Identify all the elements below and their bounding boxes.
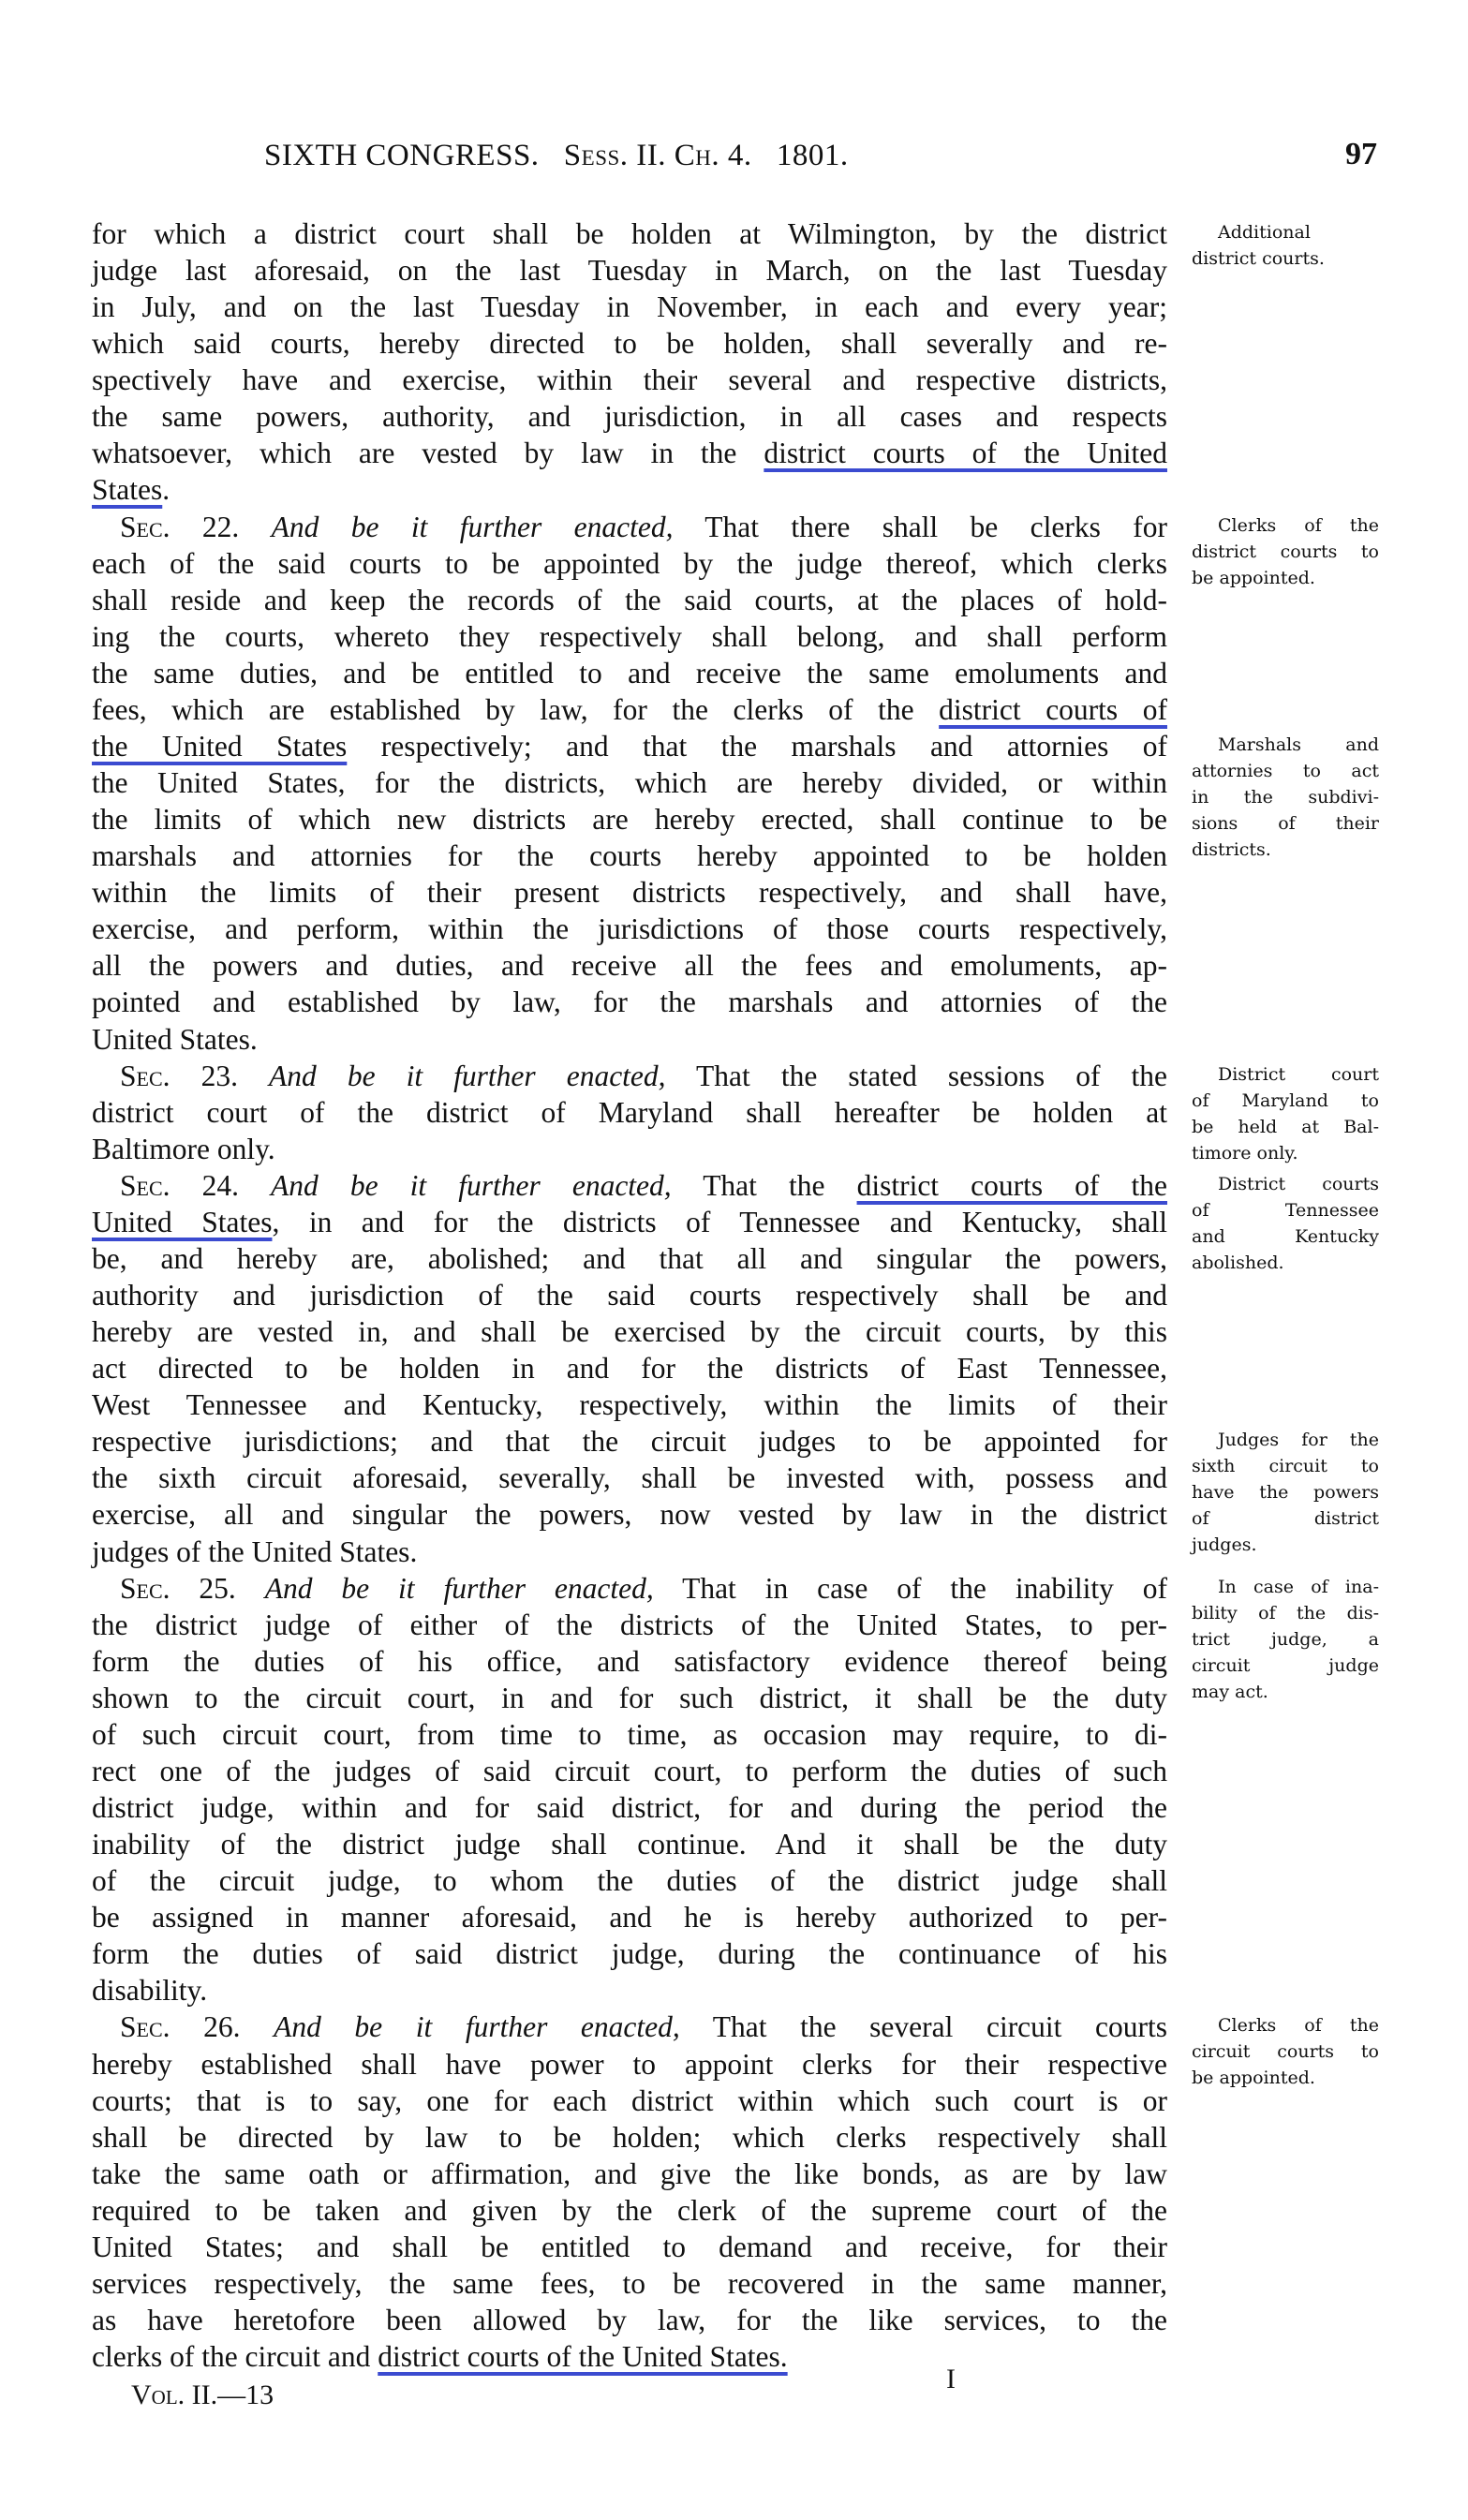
line-text: authority and jurisdiction of the said courts respectively shall be and (92, 1279, 1167, 1312)
body-line (92, 582, 1167, 618)
body-line (92, 838, 1167, 874)
line-text: inability of the district judge shall continue. And it shall be the duty (92, 1828, 1167, 1861)
body-line (92, 911, 1167, 947)
line-text: rect one of the judges of said circuit court, to perform the duties of such (92, 1754, 1167, 1787)
margin-note (1192, 732, 1379, 863)
margin-note-line: judges. (1192, 1534, 1257, 1556)
margin-note-line: timore only. (1192, 1142, 1298, 1164)
enacting-clause: And be it further enacted, (269, 1059, 666, 1092)
margin-note-line: may act. (1192, 1681, 1268, 1702)
body-line (92, 691, 1167, 728)
line-text: of the circuit judge, to whom the duties of the district judge shall (92, 1864, 1167, 1898)
line-text: That there shall be clerks for (704, 510, 1167, 543)
body-line (92, 1680, 1167, 1716)
line-text: form the duties of his office, and satisfactory evidence thereof being (92, 1644, 1167, 1678)
section-number: Sec. 23. (120, 1059, 238, 1092)
body-line (92, 947, 1167, 984)
body-line (92, 2302, 1167, 2338)
body-line (92, 289, 1167, 325)
body-line (92, 2265, 1167, 2302)
line-text: shall reside and keep the records of the said courts, at the places of hold- (92, 583, 1167, 616)
body-line (92, 1643, 1167, 1680)
section-number: Sec. 26. (120, 2010, 241, 2044)
body-line (92, 215, 1167, 252)
margin-note-line: of district (1192, 1508, 1379, 1530)
enacting-clause: And be it further enacted, (274, 2010, 680, 2044)
margin-note-line: trict judge, a (1192, 1628, 1379, 1650)
margin-note (1192, 1427, 1379, 1558)
margin-note-line: and Kentucky (1192, 1225, 1379, 1247)
header-chapter: Ch. 4. (674, 139, 752, 172)
line-text: hereby are vested in, and shall be exercised by the circuit courts, by this (92, 1315, 1167, 1349)
body-line (92, 435, 1167, 471)
line-text: clerks of the circuit and (92, 2340, 378, 2374)
body-line (92, 1716, 1167, 1753)
body-line (92, 2046, 1167, 2083)
margin-note-line: be held at Bal- (1192, 1116, 1379, 1137)
header-year: 1801. (776, 139, 849, 172)
line-text: be, and hereby are, abolished; and that all and singular the powers, (92, 1241, 1167, 1275)
line-text: pointed and established by law, for the marshals and attornies of the (92, 986, 1167, 1019)
line-text: each of the said courts to be appointed by the judge thereof, which clerks (92, 546, 1167, 580)
line-text: the sixth circuit aforesaid, severally, shall be invested with, possess and (92, 1461, 1167, 1495)
line-text: the same powers, authority, and jurisdiction, in all cases and respects (92, 400, 1167, 434)
body-line (92, 1607, 1167, 1643)
margin-note-line: in the subdivi- (1192, 786, 1379, 808)
line-text: United States. (92, 1022, 258, 1056)
line-text: That the stated sessions of the (696, 1059, 1168, 1092)
line-text: exercise, all and singular the powers, now vested by law in the district (92, 1498, 1167, 1532)
body-line (92, 1313, 1167, 1350)
body-line (92, 1862, 1167, 1899)
line-text: disability. (92, 1974, 208, 2008)
section-number: Sec. 24. (120, 1168, 239, 1202)
volume-label: Vol. II.—13 (131, 2379, 274, 2410)
enacting-clause: And be it further enacted, (264, 1571, 654, 1605)
line-text: the United States, for the districts, which are hereby divided, or within (92, 766, 1167, 800)
body-line (92, 1277, 1167, 1313)
body-line (92, 1021, 1167, 1058)
line-text: That the several circuit courts (712, 2010, 1167, 2044)
body-line (92, 801, 1167, 838)
line-text: respective jurisdictions; and that the circuit judges to be appointed for (92, 1425, 1167, 1459)
body-line (92, 618, 1167, 655)
underlined-annotation: States (92, 473, 163, 507)
body-line (92, 252, 1167, 289)
body-line (92, 1534, 1167, 1570)
body-line (92, 1423, 1167, 1460)
line-text: West Tennessee and Kentucky, respectively, within the limits of their (92, 1388, 1167, 1422)
line-text: courts; that is to say, one for each district within which such court is or (92, 2083, 1167, 2117)
margin-note-line: of Tennessee (1192, 1199, 1379, 1221)
line-text: the same duties, and be entitled to and receive the same emoluments and (92, 656, 1167, 689)
enacting-clause: And be it further enacted, (271, 510, 674, 543)
line-text: That the (703, 1168, 857, 1202)
margin-note-line: sions of their (1192, 812, 1379, 834)
body-line (92, 1204, 1167, 1240)
margin-note-line: sixth circuit to (1192, 1456, 1379, 1477)
body-line (92, 1131, 1167, 1167)
margin-note (1192, 1574, 1379, 1705)
line-text: marshals and attornies for the courts hereby appointed to be holden (92, 839, 1167, 873)
line-text: shall be directed by law to be holden; which clerks respectively shall (92, 2120, 1167, 2154)
line-text: spectively have and exercise, within their several and respective districts, (92, 363, 1167, 397)
line-text: of such circuit court, from time to time, as occasion may require, to di- (92, 1717, 1167, 1751)
body-line (92, 2119, 1167, 2156)
margin-note-line: of Maryland to (1192, 1090, 1379, 1111)
section-heading-line (92, 1167, 1167, 1204)
line-text: as have heretofore been allowed by law, for the like services, to the (92, 2303, 1167, 2336)
line-text: services respectively, the same fees, to be recovered in the same manner, (92, 2266, 1167, 2300)
underlined-annotation: district courts of (939, 692, 1167, 726)
body-line (92, 471, 1167, 508)
body-line (92, 1935, 1167, 1972)
body-line (92, 362, 1167, 398)
body-line (92, 2156, 1167, 2192)
line-text: exercise, and perform, within the jurisdictions of those courts respectively, (92, 912, 1167, 946)
margin-note-line: District court (1218, 1063, 1379, 1085)
margin-note-line: circuit judge (1192, 1654, 1379, 1676)
line-text: district court of the district of Maryland shall hereafter be holden at (92, 1095, 1167, 1129)
margin-note-line: district courts. (1192, 248, 1325, 269)
body-line (92, 764, 1167, 801)
line-text: act directed to be holden in and for the districts of East Tennessee, (92, 1352, 1167, 1386)
margin-note-line: be appointed. (1192, 567, 1315, 588)
line-text: . (162, 473, 171, 507)
line-text: the district judge of either of the districts of the United States, to per- (92, 1608, 1167, 1641)
underlined-annotation: United States (92, 1205, 273, 1238)
line-text: form the duties of said district judge, during the continuance of his (92, 1937, 1167, 1971)
section-heading-line (92, 1570, 1167, 1607)
margin-note (1192, 512, 1379, 591)
line-text: district judge, within and for said district, for and during the period the (92, 1791, 1167, 1824)
body-line (92, 1094, 1167, 1131)
section-number: Sec. 25. (120, 1571, 236, 1605)
margin-note-line: be appointed. (1192, 2068, 1315, 2089)
body-line (92, 1386, 1167, 1423)
line-text: within the limits of their present districts respectively, and shall have, (92, 876, 1167, 910)
body-line (92, 1826, 1167, 1862)
body-line (92, 1899, 1167, 1935)
line-text: for which a district court shall be holden at Wilmington, by the district (92, 217, 1167, 250)
margin-note-line: Clerks of the (1218, 514, 1379, 536)
section-heading-line (92, 1058, 1167, 1094)
margin-note-line: have the powers (1192, 1482, 1379, 1504)
body-line (92, 325, 1167, 362)
volume-signature (131, 2379, 274, 2411)
body-line (92, 2338, 1167, 2375)
margin-note-line: districts. (1192, 838, 1271, 860)
line-text: whatsoever, which are vested by law in the (92, 437, 764, 470)
enacting-clause: And be it further enacted, (271, 1168, 672, 1202)
body-line (92, 1496, 1167, 1533)
body-line (92, 655, 1167, 691)
body-line (92, 2083, 1167, 2119)
section-heading-line (92, 2009, 1167, 2045)
running-header (264, 139, 1004, 173)
margin-note (1192, 1171, 1379, 1276)
margin-note (1192, 219, 1379, 272)
line-text: required to be taken and given by the clerk of the supreme court of the (92, 2193, 1167, 2227)
body-line (92, 1789, 1167, 1826)
line-text: United States; and shall be entitled to demand and receive, for their (92, 2230, 1167, 2263)
margin-note-line: attornies to act (1192, 760, 1379, 781)
underlined-annotation: the United States (92, 729, 348, 763)
line-text: respectively; and that the marshals and attornies of (347, 729, 1167, 763)
margin-note-line: In case of ina- (1218, 1576, 1379, 1597)
line-text: the limits of which new districts are hereby erected, shall continue to be (92, 803, 1167, 837)
margin-note (1192, 2012, 1379, 2091)
body-line (92, 1460, 1167, 1496)
line-text: ing the courts, whereto they respectively shall belong, and shall perform (92, 619, 1167, 653)
line-text: in July, and on the last Tuesday in November, in each and every year; (92, 290, 1167, 324)
line-text: judges of the United States. (92, 1534, 418, 1568)
underlined-annotation: district courts of the United (764, 437, 1167, 470)
line-text: hereby established shall have power to appoint clerks for their respective (92, 2047, 1167, 2081)
margin-note-line: abolished. (1192, 1252, 1284, 1273)
line-text: all the powers and duties, and receive all the fees and emoluments, ap- (92, 949, 1167, 983)
underlined-annotation: district courts of the United States. (378, 2340, 788, 2374)
line-text: take the same oath or affirmation, and give the like bonds, as are by law (92, 2157, 1167, 2190)
line-text: , in and for the districts of Tennessee and Kentucky, shall (272, 1205, 1167, 1238)
body-line (92, 984, 1167, 1020)
page-number: 97 (1345, 137, 1377, 171)
section-number: Sec. 22. (120, 510, 240, 543)
line-text: shown to the circuit court, in and for such district, it shall be the duty (92, 1681, 1167, 1714)
body-line (92, 874, 1167, 911)
margin-note-line: Additional (1218, 222, 1311, 243)
line-text: Baltimore only. (92, 1132, 275, 1165)
signature-mark: I (946, 2364, 956, 2394)
margin-note (1192, 1061, 1379, 1166)
margin-note-line: bility of the dis- (1192, 1602, 1379, 1623)
margin-note-line: Clerks of the (1218, 2015, 1379, 2037)
margin-note-line: District courts (1218, 1173, 1379, 1194)
body-line (92, 1972, 1167, 2009)
body-line (92, 1350, 1167, 1386)
margin-note-line: Marshals and (1218, 734, 1379, 755)
header-congress: SIXTH CONGRESS. (264, 139, 540, 172)
margin-note-line: circuit courts to (1192, 2041, 1379, 2063)
body-line (92, 545, 1167, 582)
body-line (92, 728, 1167, 764)
section-heading-line (92, 509, 1167, 545)
line-text: be assigned in manner aforesaid, and he is hereby authorized to per- (92, 1901, 1167, 1934)
line-text: which said courts, hereby directed to be holden, shall severally and re- (92, 327, 1167, 361)
body-line (92, 1753, 1167, 1789)
body-line (92, 1240, 1167, 1277)
line-text: That in case of the inability of (682, 1571, 1167, 1605)
margin-note-line: district courts to (1192, 541, 1379, 562)
underlined-annotation: district courts of the (856, 1168, 1167, 1202)
body-line (92, 2229, 1167, 2265)
margin-note-line: Judges for the (1218, 1430, 1379, 1451)
body-line (92, 2192, 1167, 2229)
header-session: Sess. II. (563, 139, 667, 172)
line-text: judge last aforesaid, on the last Tuesday in March, on the last Tuesday (92, 254, 1167, 288)
line-text: fees, which are established by law, for the clerks of the (92, 692, 940, 726)
body-line (92, 398, 1167, 435)
